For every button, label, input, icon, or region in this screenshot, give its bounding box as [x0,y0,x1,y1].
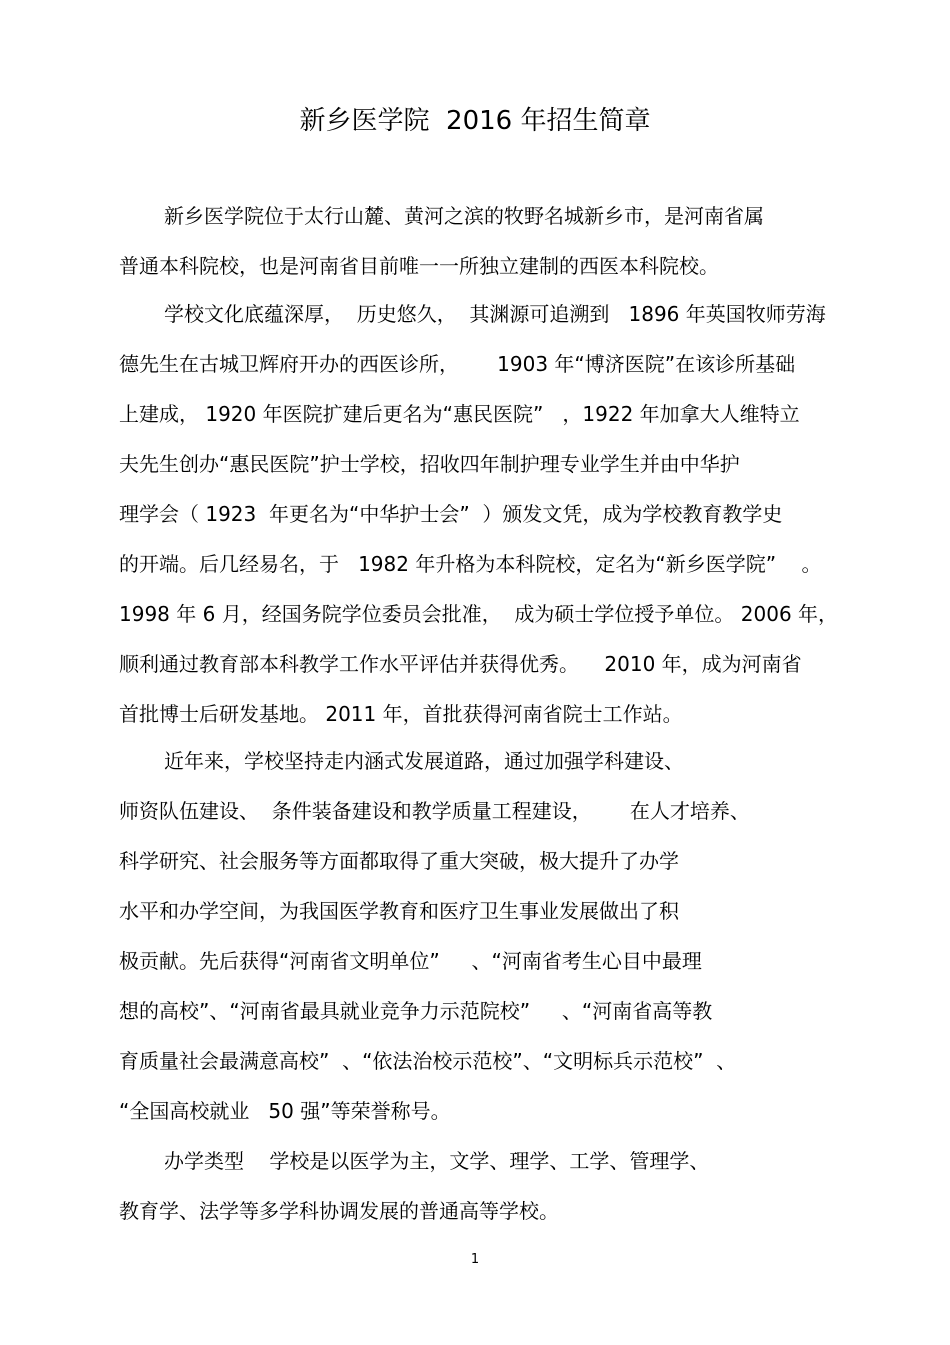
paragraph-line: 教育学、法学等多学科协调发展的普通高等学校。 [119,1199,559,1223]
paragraph-line: 科学研究、社会服务等方面都取得了重大突破，极大提升了办学 [119,849,679,873]
paragraph-line: 1998 年 6 月，经国务院学位委员会批准， 成为硕士学位授予单位。 2006 年， [119,602,839,626]
paragraph-line: “全国高校就业 50 强”等荣誉称号。 [119,1099,451,1123]
paragraph-line: 夫先生创办“惠民医院”护士学校，招收四年制护理专业学生并由中华护 [119,452,740,476]
paragraph-line: 极贡献。先后获得“河南省文明单位” 、“河南省考生心目中最理 [119,949,702,973]
paragraph-line: 办学类型 学校是以医学为主，文学、理学、工学、管理学、 [164,1149,710,1173]
paragraph-line: 首批博士后研发基地。 2011 年，首批获得河南省院士工作站。 [119,702,683,726]
paragraph-line: 的开端。后几经易名，于 1982 年升格为本科院校，定名为“新乡医学院” 。 [119,552,822,576]
paragraph-line: 师资队伍建设、 条件装备建设和教学质量工程建设， 在人才培养、 [119,799,750,823]
paragraph-line: 德先生在古城卫辉府开办的西医诊所， 1903 年“博济医院”在该诊所基础 [119,352,796,376]
document-title: 新乡医学院 2016 年招生简章 [299,106,651,136]
paragraph-line: 学校文化底蕴深厚， 历史悠久， 其渊源可追溯到 1896 年英国牧师劳海 [164,302,826,326]
paragraph-line: 理学会（ 1923 年更名为“中华护士会” ）颁发文凭，成为学校教育教学史 [119,502,783,526]
paragraph-line: 育质量社会最满意高校” 、“依法治校示范校”、“文明标兵示范校” 、 [119,1049,737,1073]
paragraph-line: 水平和办学空间，为我国医学教育和医疗卫生事业发展做出了积 [119,899,679,923]
paragraph-line: 近年来，学校坚持走内涵式发展道路，通过加强学科建设、 [164,749,684,773]
page-number: 1 [470,1252,480,1267]
paragraph-line: 新乡医学院位于太行山麓、黄河之滨的牧野名城新乡市，是河南省属 [164,204,764,228]
paragraph-line: 想的高校”、“河南省最具就业竞争力示范院校” 、“河南省高等教 [119,999,713,1023]
paragraph-line: 顺利通过教育部本科教学工作水平评估并获得优秀。 2010 年，成为河南省 [119,652,802,676]
paragraph-line: 上建成， 1920 年医院扩建后更名为“惠民医院” ，1922 年加拿大人维特立 [119,402,800,426]
paragraph-line: 普通本科院校，也是河南省目前唯一一所独立建制的西医本科院校。 [119,254,719,278]
